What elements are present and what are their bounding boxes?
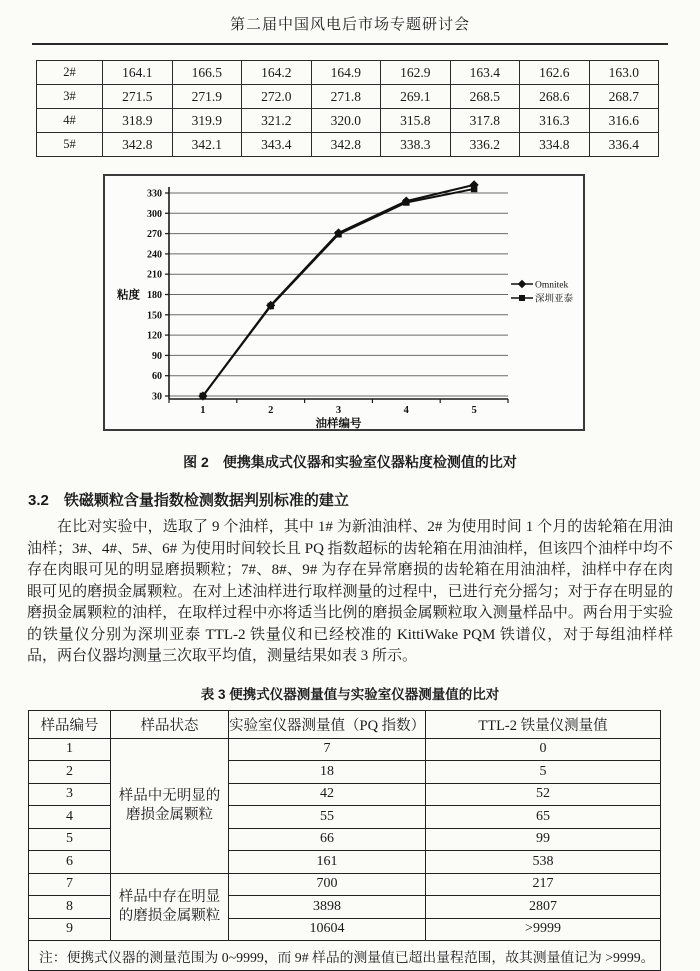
viscosity-value-cell: 315.8 xyxy=(381,109,451,133)
pq-value-cell: 10604 xyxy=(229,918,426,941)
viscosity-value-cell: 269.1 xyxy=(381,85,451,109)
sample-id-cell: 1 xyxy=(29,738,111,761)
series-marker-square xyxy=(200,393,207,400)
viscosity-value-cell: 336.4 xyxy=(589,133,659,157)
viscosity-value-cell: 163.0 xyxy=(589,61,659,85)
y-tick-label: 240 xyxy=(147,249,162,260)
viscosity-value-cell: 268.5 xyxy=(450,85,520,109)
table-note: 注：便携式仪器的测量范围为 0~9999，而 9# 样品的测量值已超出量程范围，故其测量值记为 >9999。 xyxy=(29,941,661,971)
table-row xyxy=(37,133,659,157)
sample-row-label: 5# xyxy=(37,133,103,157)
pq-value-cell: 66 xyxy=(229,828,426,851)
y-tick-label: 180 xyxy=(147,290,162,301)
viscosity-value-cell: 320.0 xyxy=(311,109,381,133)
legend-label: Omnitek xyxy=(535,281,568,291)
viscosity-value-cell: 164.2 xyxy=(242,61,312,85)
x-tick-label: 1 xyxy=(200,405,205,416)
x-tick-label: 5 xyxy=(471,405,476,416)
y-tick-label: 150 xyxy=(147,310,162,321)
pq-value-cell: 42 xyxy=(229,783,426,806)
viscosity-value-cell: 163.4 xyxy=(450,61,520,85)
viscosity-value-cell: 316.3 xyxy=(520,109,590,133)
sample-id-cell: 8 xyxy=(29,896,111,919)
y-tick-label: 90 xyxy=(152,351,162,362)
sample-id-cell: 9 xyxy=(29,918,111,941)
ttl-value-cell: 2807 xyxy=(426,896,661,919)
ttl-value-cell: 217 xyxy=(426,873,661,896)
section-3-2-heading: 3.2 铁磁颗粒含量指数检测数据判别标准的建立 xyxy=(28,489,700,510)
legend-marker-square xyxy=(519,295,525,301)
series-line-square xyxy=(203,189,474,396)
x-tick-label: 3 xyxy=(336,405,341,416)
viscosity-value-cell: 162.6 xyxy=(520,61,590,85)
ttl-value-cell: 99 xyxy=(426,828,661,851)
pq-value-cell: 700 xyxy=(229,873,426,896)
table-row xyxy=(37,85,659,109)
y-tick-label: 30 xyxy=(152,392,162,403)
viscosity-value-cell: 162.9 xyxy=(381,61,451,85)
table-row xyxy=(29,738,661,761)
ttl-value-cell: 538 xyxy=(426,851,661,874)
y-tick-label: 300 xyxy=(147,209,162,220)
viscosity-value-cell: 334.8 xyxy=(520,133,590,157)
viscosity-value-cell: 342.8 xyxy=(311,133,381,157)
viscosity-value-cell: 336.2 xyxy=(450,133,520,157)
y-tick-label: 60 xyxy=(152,371,162,382)
pq-value-cell: 7 xyxy=(229,738,426,761)
col-header-lab-pq: 实验室仪器测量值（PQ 指数） xyxy=(229,710,426,738)
viscosity-value-cell: 316.6 xyxy=(589,109,659,133)
viscosity-value-cell: 271.5 xyxy=(103,85,173,109)
table3-caption: 表 3 便携式仪器测量值与实验室仪器测量值的比对 xyxy=(0,683,700,703)
viscosity-value-cell: 166.5 xyxy=(172,61,242,85)
table-row xyxy=(37,61,659,85)
table-note-row xyxy=(29,941,661,971)
sample-id-cell: 3 xyxy=(29,783,111,806)
ttl-value-cell: 0 xyxy=(426,738,661,761)
series-marker-square xyxy=(335,231,342,238)
viscosity-value-cell: 268.6 xyxy=(520,85,590,109)
viscosity-value-cell: 164.1 xyxy=(103,61,173,85)
pq-value-cell: 55 xyxy=(229,806,426,829)
series-marker-square xyxy=(267,303,274,310)
viscosity-value-cell: 164.9 xyxy=(311,61,381,85)
pq-value-cell: 3898 xyxy=(229,896,426,919)
sample-id-cell: 4 xyxy=(29,806,111,829)
viscosity-value-cell: 271.8 xyxy=(311,85,381,109)
table3-header-row xyxy=(29,710,661,738)
x-tick-label: 2 xyxy=(268,405,273,416)
y-tick-label: 330 xyxy=(147,189,162,200)
viscosity-value-cell: 319.9 xyxy=(172,109,242,133)
ttl-value-cell: 65 xyxy=(426,806,661,829)
viscosity-value-cell: 342.1 xyxy=(172,133,242,157)
y-tick-label: 120 xyxy=(147,331,162,342)
ttl-value-cell: >9999 xyxy=(426,918,661,941)
col-header-sample-status: 样品状态 xyxy=(111,710,229,738)
status-group1-cell: 样品中无明显的磨损金属颗粒 xyxy=(111,738,229,873)
pq-value-cell: 161 xyxy=(229,851,426,874)
viscosity-value-cell: 338.3 xyxy=(381,133,451,157)
pq-value-cell: 18 xyxy=(229,761,426,784)
viscosity-value-cell: 321.2 xyxy=(242,109,312,133)
status-group2-cell: 样品中存在明显的磨损金属颗粒 xyxy=(111,873,229,941)
header-rule xyxy=(32,43,668,45)
figure2-line-chart xyxy=(103,174,585,431)
figure2-caption: 图 2 便携集成式仪器和实验室仪器粘度检测值的比对 xyxy=(0,452,700,472)
y-tick-label: 270 xyxy=(147,229,162,240)
viscosity-value-cell: 342.8 xyxy=(103,133,173,157)
ttl-value-cell: 52 xyxy=(426,783,661,806)
sample-row-label: 3# xyxy=(37,85,103,109)
viscosity-value-cell: 268.7 xyxy=(589,85,659,109)
series-line-diamond xyxy=(203,185,474,396)
series-marker-square xyxy=(471,186,478,193)
sample-row-label: 2# xyxy=(37,61,103,85)
col-header-ttl2: TTL-2 铁量仪测量值 xyxy=(426,710,661,738)
sample-id-cell: 5 xyxy=(29,828,111,851)
ttl-value-cell: 5 xyxy=(426,761,661,784)
sample-id-cell: 7 xyxy=(29,873,111,896)
pq-comparison-table xyxy=(28,710,661,971)
viscosity-value-cell: 317.8 xyxy=(450,109,520,133)
x-axis-title: 油样编号 xyxy=(316,416,362,429)
viscosity-value-cell: 271.9 xyxy=(172,85,242,109)
x-tick-label: 4 xyxy=(404,405,410,416)
sample-id-cell: 2 xyxy=(29,761,111,784)
table-row xyxy=(37,109,659,133)
sample-row-label: 4# xyxy=(37,109,103,133)
legend-marker-diamond xyxy=(518,280,526,288)
viscosity-value-cell: 343.4 xyxy=(242,133,312,157)
legend-label: 深圳亚泰 xyxy=(535,293,574,305)
page-title: 第二届中国风电后市场专题研讨会 xyxy=(0,0,700,34)
series-marker-square xyxy=(403,199,410,206)
viscosity-measurements-table xyxy=(36,60,659,157)
y-axis-title: 粘度 xyxy=(116,288,140,302)
table-row xyxy=(29,873,661,896)
viscosity-value-cell: 318.9 xyxy=(103,109,173,133)
y-tick-label: 210 xyxy=(147,270,162,281)
body-paragraph: 在比对实验中，选取了 9 个油样，其中 1# 为新油油样、2# 为使用时间 1 个月的齿轮箱在用油油样；3#、4#、5#、6# 为使用时间较长且 PQ 指数超标的齿轮箱在用油油样，但该四个油样中均不存在肉眼可见的明显磨损颗粒；7#、8#、9# 为存在异常磨损的齿轮箱在用油油样，油样中存在肉眼可见的磨损金属颗粒。在对上述油样进行取样测量的过程中，已进行充分摇匀；对于存在明显的磨损金属颗粒的油样，在取样过程中亦将适当比例的磨损金属颗粒取入测量样品中。两台用于实验的铁量仪分别为深圳亚泰 TTL-2 铁量仪和已经校准的 KittiWake PQM 铁谱仪，对于每组油样样品，两台仪器均测量三次取平均值，测量结果如表 3 所示。 xyxy=(27,517,673,668)
viscosity-comparison-chart xyxy=(105,176,583,429)
col-header-sample-id: 样品编号 xyxy=(29,710,111,738)
sample-id-cell: 6 xyxy=(29,851,111,874)
viscosity-value-cell: 272.0 xyxy=(242,85,312,109)
